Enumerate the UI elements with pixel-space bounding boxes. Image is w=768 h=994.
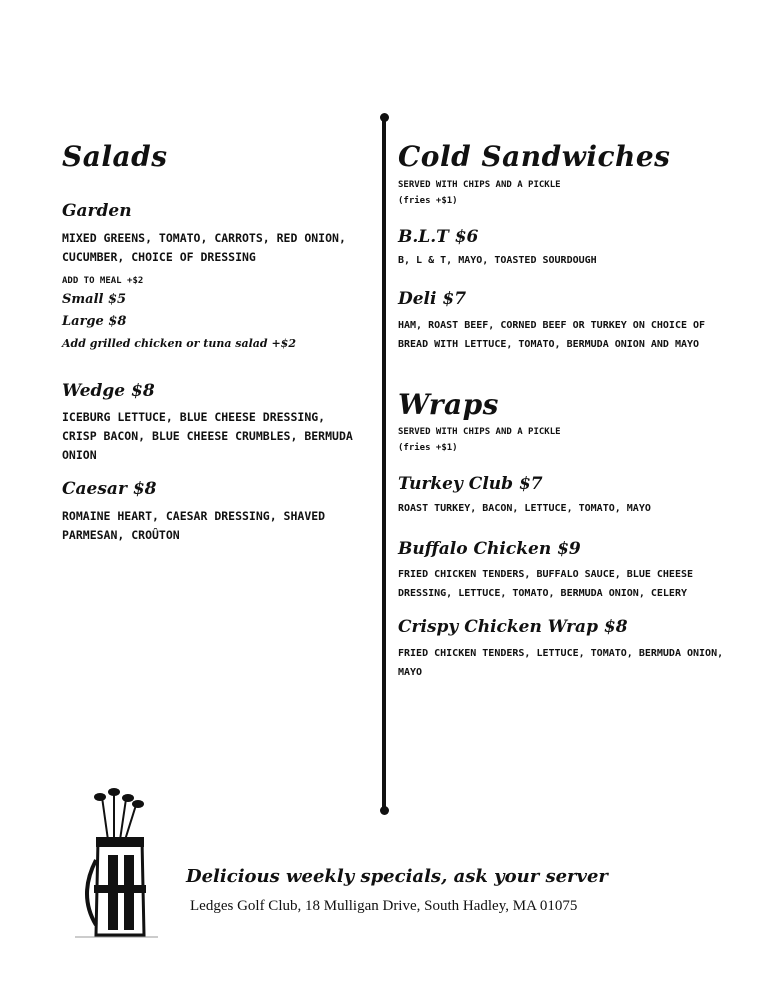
crispy-chicken-wrap-title: Crispy Chicken Wrap $8 bbox=[398, 617, 628, 638]
wedge-desc: ICEBURG LETTUCE, BLUE CHEESE DRESSING, CRISP BACON, BLUE CHEESE CRUMBLES, BERMUDA ONION bbox=[62, 409, 353, 462]
deli-desc: HAM, ROAST BEEF, CORNED BEEF OR TURKEY ON CHOICE OF BREAD WITH LETTUCE, TOMATO, BERMUDA ONION AND MAYO bbox=[398, 319, 706, 350]
blt-title: B.L.T $6 bbox=[398, 226, 479, 247]
buffalo-chicken-item bbox=[398, 539, 728, 603]
turkey-club-item bbox=[398, 474, 728, 516]
golf-bag-icon bbox=[70, 785, 160, 945]
deli-item bbox=[398, 289, 728, 353]
caesar-desc: ROMAINE HEART, CAESAR DRESSING, SHAVED PARMESAN, CROÛTON bbox=[62, 508, 326, 542]
turkey-club-desc: ROAST TURKEY, BACON, LETTUCE, TOMATO, MAYO bbox=[398, 502, 651, 514]
cold-sandwiches-title: Cold Sandwiches bbox=[398, 140, 671, 173]
wraps-fries: (fries +$1) bbox=[398, 443, 458, 454]
wedge-item bbox=[62, 381, 362, 464]
buffalo-chicken-desc: FRIED CHICKEN TENDERS, BUFFALO SAUCE, BLUE CHEESE DRESSING, LETTUCE, TOMATO, BERMUDA ONION, CELERY bbox=[398, 569, 694, 600]
wraps-section bbox=[398, 387, 728, 682]
garden-large: Large $8 bbox=[62, 314, 127, 330]
right-column bbox=[398, 140, 728, 682]
specials-tagline: Delicious weekly specials, ask your server bbox=[186, 866, 608, 887]
caesar-item bbox=[62, 479, 362, 545]
divider-top-dot bbox=[380, 113, 389, 122]
cold-sandwiches-section bbox=[398, 142, 728, 354]
deli-title: Deli $7 bbox=[398, 289, 467, 310]
garden-small: Small $5 bbox=[62, 292, 127, 308]
wraps-title: Wraps bbox=[398, 387, 499, 421]
column-divider bbox=[382, 116, 386, 813]
garden-desc: MIXED GREENS, TOMATO, CARROTS, RED ONION, CUCUMBER, CHOICE OF DRESSING bbox=[62, 231, 346, 265]
club-address: Ledges Golf Club, 18 Mulligan Drive, South Hadley, MA 01075 bbox=[190, 898, 578, 914]
garden-add-meal: ADD TO MEAL +$2 bbox=[62, 276, 144, 287]
salads-section bbox=[62, 140, 362, 545]
cold-sandwiches-note: SERVED WITH CHIPS AND A PICKLE bbox=[398, 179, 561, 190]
turkey-club-title: Turkey Club $7 bbox=[398, 474, 543, 495]
caesar-title: Caesar $8 bbox=[62, 478, 157, 499]
wraps-note: SERVED WITH CHIPS AND A PICKLE bbox=[398, 427, 561, 438]
divider-bottom-dot bbox=[380, 806, 389, 815]
crispy-chicken-wrap-item bbox=[398, 617, 728, 681]
wedge-title: Wedge $8 bbox=[62, 381, 155, 402]
cold-sandwiches-fries: (fries +$1) bbox=[398, 195, 458, 206]
blt-item bbox=[398, 227, 728, 269]
blt-desc: B, L & T, MAYO, TOASTED SOURDOUGH bbox=[398, 255, 597, 267]
garden-item bbox=[62, 201, 362, 355]
garden-title: Garden bbox=[62, 200, 132, 221]
garden-add-protein: Add grilled chicken or tuna salad +$2 bbox=[62, 337, 296, 351]
salads-title: Salads bbox=[62, 140, 168, 173]
buffalo-chicken-title: Buffalo Chicken $9 bbox=[398, 538, 581, 559]
crispy-chicken-wrap-desc: FRIED CHICKEN TENDERS, LETTUCE, TOMATO, BERMUDA ONION, MAYO bbox=[398, 647, 724, 678]
